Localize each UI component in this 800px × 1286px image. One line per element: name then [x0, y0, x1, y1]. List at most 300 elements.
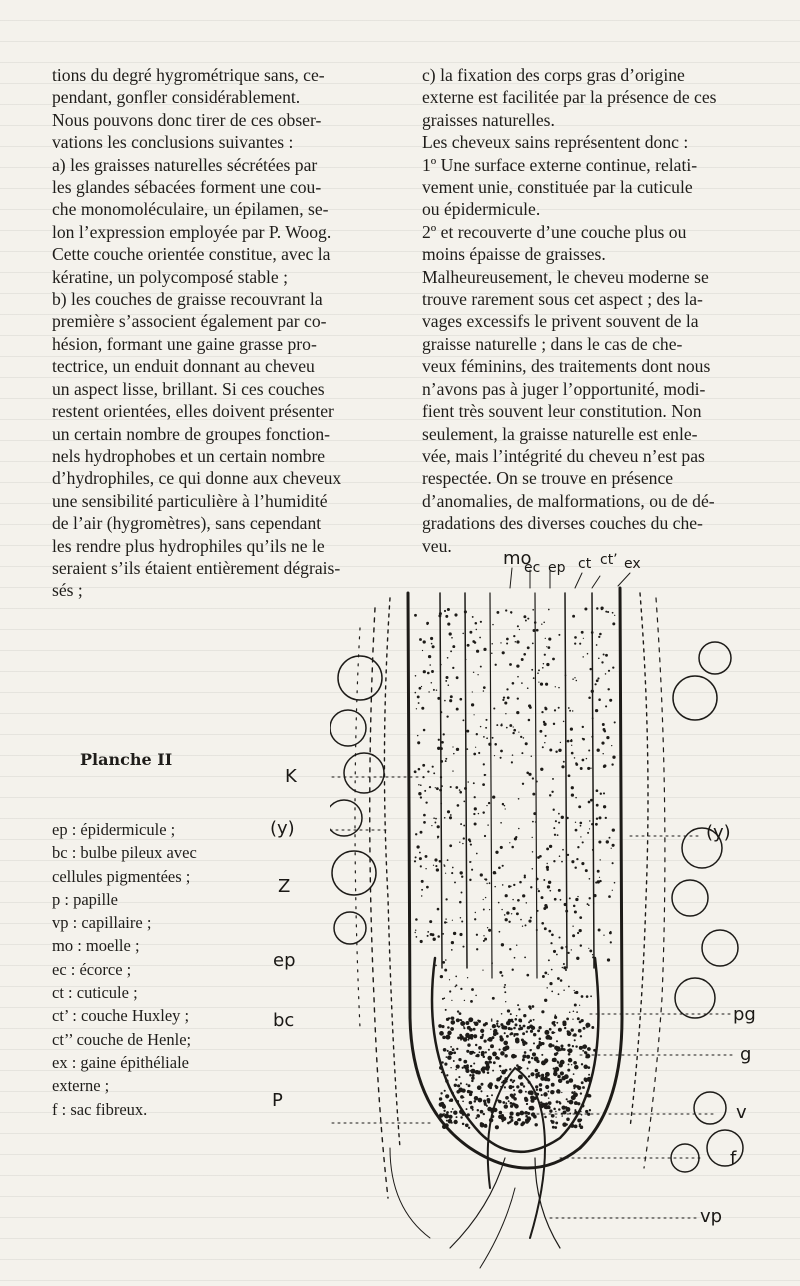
pigment-dot	[545, 1072, 550, 1077]
label-bc: bc	[273, 1010, 295, 1031]
stipple-dot	[485, 719, 487, 721]
pigment-dot	[538, 1026, 541, 1029]
stipple-dot	[555, 686, 556, 687]
pigment-dot	[580, 1092, 582, 1094]
pigment-dot	[513, 1035, 515, 1037]
pigment-dot	[515, 1033, 518, 1036]
stipple-dot	[570, 728, 573, 731]
pigment-dot	[558, 1079, 562, 1083]
stipple-dot	[463, 837, 465, 839]
pigment-dot	[439, 1113, 442, 1116]
stipple-dot	[579, 1005, 580, 1006]
stipple-dot	[521, 658, 524, 661]
stipple-dot	[546, 646, 547, 647]
stipple-dot	[595, 823, 598, 826]
text-line: hésion, formant une gaine grasse pro-	[52, 333, 317, 354]
stipple-dot	[474, 918, 476, 920]
stipple-dot	[502, 865, 504, 867]
text-line: veu.	[422, 535, 452, 556]
stipple-dot	[582, 726, 584, 728]
stipple-dot	[463, 825, 465, 827]
stipple-dot	[449, 632, 452, 635]
stipple-dot	[561, 1115, 563, 1117]
stipple-dot	[597, 677, 599, 679]
pigment-dot	[520, 1082, 524, 1086]
pigment-dot	[587, 1113, 590, 1116]
pigment-dot	[578, 1029, 582, 1033]
pigment-dot	[476, 1114, 480, 1118]
stipple-dot	[476, 629, 477, 630]
stipple-dot	[473, 782, 475, 784]
pigment-dot	[533, 1115, 537, 1119]
stipple-dot	[561, 946, 564, 949]
stipple-dot	[501, 975, 503, 977]
pigment-dot	[586, 1094, 590, 1098]
pigment-dot	[471, 1076, 475, 1080]
stipple-dot	[544, 707, 546, 709]
stipple-dot	[574, 636, 577, 639]
stipple-dot	[611, 745, 612, 746]
pigment-dot	[567, 1031, 572, 1036]
stipple-dot	[419, 687, 422, 690]
text-line: graisses naturelles.	[422, 109, 555, 130]
stipple-dot	[582, 759, 585, 762]
pigment-dot	[549, 1028, 552, 1031]
text-line: Malheureusement, le cheveu moderne se	[422, 266, 709, 287]
pigment-dot	[582, 1086, 585, 1089]
pigment-dot	[492, 1070, 494, 1072]
stipple-dot	[611, 848, 612, 849]
stipple-dot	[486, 805, 487, 806]
stipple-dot	[462, 946, 464, 948]
pigment-dot	[523, 1085, 525, 1087]
pigment-dot	[571, 1028, 574, 1031]
stipple-dot	[500, 724, 502, 726]
stipple-dot	[437, 935, 440, 938]
stipple-dot	[548, 1097, 550, 1099]
pigment-dot	[448, 1115, 452, 1119]
pigment-dot	[460, 1116, 462, 1118]
stipple-dot	[587, 653, 589, 655]
pigment-dot	[455, 1079, 457, 1081]
pigment-dot	[522, 1058, 525, 1061]
pigment-dot	[452, 1048, 455, 1051]
pigment-dot	[571, 1124, 573, 1126]
stipple-dot	[491, 962, 493, 964]
stipple-dot	[533, 1042, 535, 1044]
pigment-dot	[510, 1112, 514, 1116]
stipple-dot	[489, 882, 491, 884]
stipple-dot	[536, 629, 539, 632]
stipple-dot	[517, 676, 519, 678]
stipple-dot	[472, 616, 474, 618]
stipple-dot	[503, 696, 505, 698]
pigment-dot	[510, 1102, 513, 1105]
pigment-dot	[546, 1035, 551, 1040]
stipple-dot	[571, 1064, 572, 1065]
stipple-dot	[610, 941, 612, 943]
stipple-dot	[522, 926, 523, 927]
pigment-dot	[574, 1039, 576, 1041]
stipple-dot	[544, 927, 547, 930]
stipple-dot	[599, 633, 602, 636]
stipple-dot	[515, 641, 517, 643]
stipple-dot	[455, 984, 457, 986]
stipple-dot	[449, 816, 452, 819]
stipple-dot	[571, 752, 574, 755]
stipple-dot	[459, 901, 462, 904]
pigment-dot	[588, 1074, 590, 1076]
pigment-dot	[442, 1036, 446, 1040]
stipple-dot	[423, 821, 426, 824]
stipple-dot	[456, 748, 459, 751]
stipple-dot	[450, 1067, 451, 1068]
pigment-dot	[477, 1020, 479, 1022]
stipple-dot	[560, 899, 562, 901]
pigment-dot	[477, 1109, 479, 1111]
stipple-dot	[575, 829, 578, 832]
pigment-dot	[573, 1061, 577, 1065]
text-line: b) les couches de graisse recouvrant la	[52, 289, 323, 310]
stipple-dot	[473, 753, 476, 756]
pigment-dot	[491, 1094, 493, 1096]
stipple-dot	[469, 631, 472, 634]
stipple-dot	[465, 659, 466, 660]
stipple-dot	[469, 861, 471, 863]
stipple-dot	[612, 756, 615, 759]
pigment-dot	[439, 1031, 444, 1036]
pigment-dot	[552, 1091, 554, 1093]
stipple-dot	[500, 750, 503, 753]
stipple-dot	[420, 831, 423, 834]
stipple-dot	[532, 643, 534, 645]
stipple-dot	[418, 784, 420, 786]
text-line: externe est facilitée par la présence de ces	[422, 87, 717, 108]
stipple-dot	[563, 966, 566, 969]
stipple-dot	[574, 866, 576, 868]
stipple-dot	[605, 705, 607, 707]
pigment-dot	[558, 1028, 562, 1032]
stipple-dot	[534, 621, 537, 624]
pigment-dot	[442, 1104, 446, 1108]
stipple-dot	[537, 910, 539, 912]
stipple-dot	[612, 890, 613, 891]
stipple-dot	[518, 732, 519, 733]
pigment-dot	[552, 1059, 555, 1062]
pigment-dot	[568, 1063, 570, 1065]
pigment-dot	[502, 1120, 504, 1122]
pigment-dot	[458, 1058, 461, 1061]
stipple-dot	[587, 767, 590, 770]
stipple-dot	[612, 622, 615, 625]
pigment-dot	[551, 1114, 555, 1118]
stipple-dot	[437, 747, 440, 750]
text-line: vée, mais l’intégrité du cheveu n’est pas	[422, 445, 705, 466]
pigment-dot	[537, 1045, 540, 1048]
pigment-dot	[457, 1084, 460, 1087]
stipple-dot	[548, 646, 551, 649]
stipple-dot	[496, 724, 498, 726]
stipple-dot	[467, 644, 470, 647]
stipple-dot	[566, 1098, 568, 1100]
pigment-dot	[474, 1052, 476, 1054]
text-line: Nous pouvons donc tirer de ces obser-	[52, 109, 322, 130]
stipple-dot	[461, 920, 463, 922]
pigment-dot	[529, 1019, 532, 1022]
stipple-dot	[474, 796, 476, 798]
stipple-dot	[553, 950, 556, 953]
text-line: ou épidermicule.	[422, 199, 541, 220]
stipple-dot	[500, 1070, 501, 1071]
stipple-dot	[535, 1085, 538, 1088]
text-line: un aspect lisse, brillant. Si ces couches	[52, 378, 325, 399]
stipple-dot	[526, 974, 529, 977]
label-pg: pg	[733, 1004, 756, 1025]
pigment-dot	[480, 1029, 484, 1033]
stipple-dot	[543, 622, 545, 624]
stipple-dot	[580, 836, 581, 837]
pigment-dot	[536, 1060, 539, 1063]
pigment-dot	[569, 1100, 574, 1105]
text-line: graisse naturelle ; dans le cas de che-	[422, 333, 683, 354]
pigment-dot	[511, 1117, 513, 1119]
stipple-dot	[540, 683, 543, 686]
stipple-dot	[601, 661, 603, 663]
stipple-dot	[502, 804, 504, 806]
stipple-dot	[445, 615, 448, 618]
stipple-dot	[466, 730, 469, 733]
stipple-dot	[488, 929, 491, 932]
text-line: les rendre plus hydrophiles qu’ils ne le	[52, 535, 325, 556]
stipple-dot	[506, 727, 508, 729]
stipple-dot	[514, 957, 516, 959]
stipple-dot	[454, 613, 457, 616]
stipple-dot	[611, 763, 613, 765]
stipple-dot	[568, 774, 571, 777]
pigment-dot	[475, 1044, 477, 1046]
stipple-dot	[575, 822, 576, 823]
stipple-dot	[591, 631, 594, 634]
stipple-dot	[566, 817, 568, 819]
stipple-dot	[488, 802, 490, 804]
pigment-dot	[439, 1066, 443, 1070]
pigment-dot	[519, 1111, 524, 1116]
stipple-dot	[508, 921, 510, 923]
stipple-dot	[499, 931, 501, 933]
pigment-dot	[561, 1105, 565, 1109]
stipple-dot	[557, 977, 560, 980]
stipple-dot	[451, 872, 453, 874]
pigment-dot	[470, 1106, 474, 1110]
stipple-dot	[537, 672, 539, 674]
pigment-dot	[530, 1072, 534, 1076]
stipple-dot	[431, 682, 433, 684]
stipple-dot	[551, 969, 553, 971]
stipple-dot	[435, 865, 437, 867]
stipple-dot	[516, 664, 519, 667]
stipple-dot	[415, 833, 417, 835]
stipple-dot	[471, 988, 474, 991]
pigment-dot	[564, 1027, 566, 1029]
pigment-dot	[463, 1027, 465, 1029]
stipple-dot	[476, 733, 478, 735]
stipple-dot	[462, 843, 463, 844]
pigment-dot	[446, 1111, 449, 1114]
stipple-dot	[416, 708, 417, 709]
text-line: d’hydrophiles, ce qui donne aux cheveux	[52, 468, 342, 489]
stipple-dot	[583, 638, 584, 639]
pigment-dot	[573, 1033, 577, 1037]
pigment-dot	[517, 1066, 521, 1070]
pigment-dot	[469, 1101, 473, 1105]
stipple-dot	[572, 710, 573, 711]
stipple-dot	[532, 1005, 535, 1008]
stipple-dot	[548, 959, 550, 961]
stipple-dot	[421, 889, 423, 891]
pigment-dot	[541, 1094, 543, 1096]
stipple-dot	[422, 650, 423, 651]
stipple-dot	[541, 922, 544, 925]
stipple-dot	[457, 1010, 459, 1012]
stipple-dot	[512, 754, 514, 756]
stipple-dot	[519, 881, 522, 884]
stipple-dot	[576, 858, 578, 860]
pigment-dot	[586, 1025, 588, 1027]
pigment-dot	[467, 1043, 470, 1046]
stipple-dot	[530, 917, 532, 919]
stipple-dot	[459, 1012, 462, 1015]
stipple-dot	[414, 860, 416, 862]
pigment-dot	[505, 1069, 508, 1072]
pigment-dot	[485, 1051, 487, 1053]
stipple-dot	[476, 948, 478, 950]
stipple-dot	[436, 787, 439, 790]
pigment-dot	[529, 1025, 533, 1029]
stipple-dot	[593, 894, 596, 897]
stipple-dot	[484, 774, 486, 776]
text-line: Cette couche orientée constitue, avec la	[52, 244, 331, 265]
text-line: respectée. On se trouve en présence	[422, 468, 674, 489]
text-line: vement unie, constituée par la cuticule	[422, 177, 693, 198]
stipple-dot	[599, 877, 600, 878]
pigment-dot	[519, 1025, 521, 1027]
stipple-dot	[420, 796, 422, 798]
stipple-dot	[541, 1010, 544, 1013]
stipple-dot	[415, 856, 417, 858]
stipple-dot	[511, 846, 514, 849]
stipple-dot	[424, 790, 426, 792]
stipple-dot	[561, 1092, 562, 1093]
legend-item: bc : bulbe pileux avec	[52, 843, 197, 863]
stipple-dot	[508, 1100, 510, 1102]
stipple-dot	[433, 689, 435, 691]
label-ep: ep	[548, 560, 566, 576]
stipple-dot	[607, 958, 610, 961]
stipple-dot	[433, 772, 435, 774]
text-line: une sensibilité particulière à l’humidité	[52, 490, 328, 511]
stipple-dot	[605, 654, 608, 657]
stipple-dot	[493, 1061, 496, 1064]
stipple-dot	[433, 865, 434, 866]
pigment-dot	[457, 1065, 459, 1067]
stipple-dot	[571, 745, 572, 746]
stipple-dot	[475, 747, 476, 748]
stipple-dot	[572, 678, 574, 680]
stipple-dot	[500, 642, 501, 643]
text-line: gradations des diverses couches du che-	[422, 513, 703, 534]
stipple-dot	[468, 838, 471, 841]
stipple-dot	[527, 618, 529, 620]
stipple-dot	[445, 873, 446, 874]
stipple-dot	[522, 783, 524, 785]
stipple-dot	[505, 894, 508, 897]
pigment-dot	[465, 1123, 469, 1127]
stipple-dot	[422, 776, 424, 778]
pigment-dot	[453, 1060, 455, 1062]
stipple-dot	[569, 1113, 571, 1115]
pigment-dot	[504, 1032, 506, 1034]
stipple-dot	[551, 933, 554, 936]
pigment-dot	[535, 1069, 539, 1073]
stipple-dot	[598, 840, 601, 843]
stipple-dot	[574, 757, 576, 759]
pigment-dot	[551, 1031, 554, 1034]
stipple-dot	[577, 896, 578, 897]
stipple-dot	[549, 794, 551, 796]
pigment-dot	[458, 1076, 460, 1078]
stipple-dot	[533, 629, 536, 632]
stipple-dot	[596, 607, 598, 609]
stipple-dot	[542, 667, 544, 669]
pigment-dot	[524, 1051, 527, 1054]
stipple-dot	[575, 898, 578, 901]
pigment-dot	[499, 1049, 501, 1051]
stipple-dot	[420, 940, 423, 943]
stipple-dot	[589, 668, 591, 670]
pigment-dot	[473, 1034, 477, 1038]
pigment-dot	[554, 1126, 557, 1129]
stipple-dot	[423, 814, 426, 817]
stipple-dot	[588, 697, 591, 700]
stipple-dot	[511, 761, 513, 763]
stipple-dot	[461, 876, 463, 878]
stipple-dot	[445, 758, 447, 760]
text-line: sés ;	[52, 580, 83, 601]
stipple-dot	[563, 963, 565, 965]
stipple-dot	[578, 805, 581, 808]
pigment-dot	[482, 1071, 485, 1074]
stipple-dot	[556, 1100, 559, 1103]
stipple-dot	[504, 991, 506, 993]
stipple-dot	[526, 1030, 528, 1032]
pigment-dot	[446, 1120, 448, 1122]
stipple-dot	[564, 903, 567, 906]
stipple-dot	[440, 664, 442, 666]
pigment-dot	[544, 1030, 549, 1035]
pigment-dot	[449, 1052, 451, 1054]
stipple-dot	[505, 1001, 506, 1002]
stipple-dot	[600, 793, 602, 795]
stipple-dot	[533, 677, 535, 679]
text-line: tions du degré hygrométrique sans, ce-	[52, 65, 325, 85]
pigment-dot	[522, 1043, 525, 1046]
pigment-dot	[440, 1092, 442, 1094]
stipple-dot	[443, 733, 445, 735]
stipple-dot	[483, 899, 484, 900]
stipple-dot	[568, 707, 570, 709]
pigment-dot	[505, 1045, 510, 1050]
stipple-dot	[547, 885, 550, 888]
